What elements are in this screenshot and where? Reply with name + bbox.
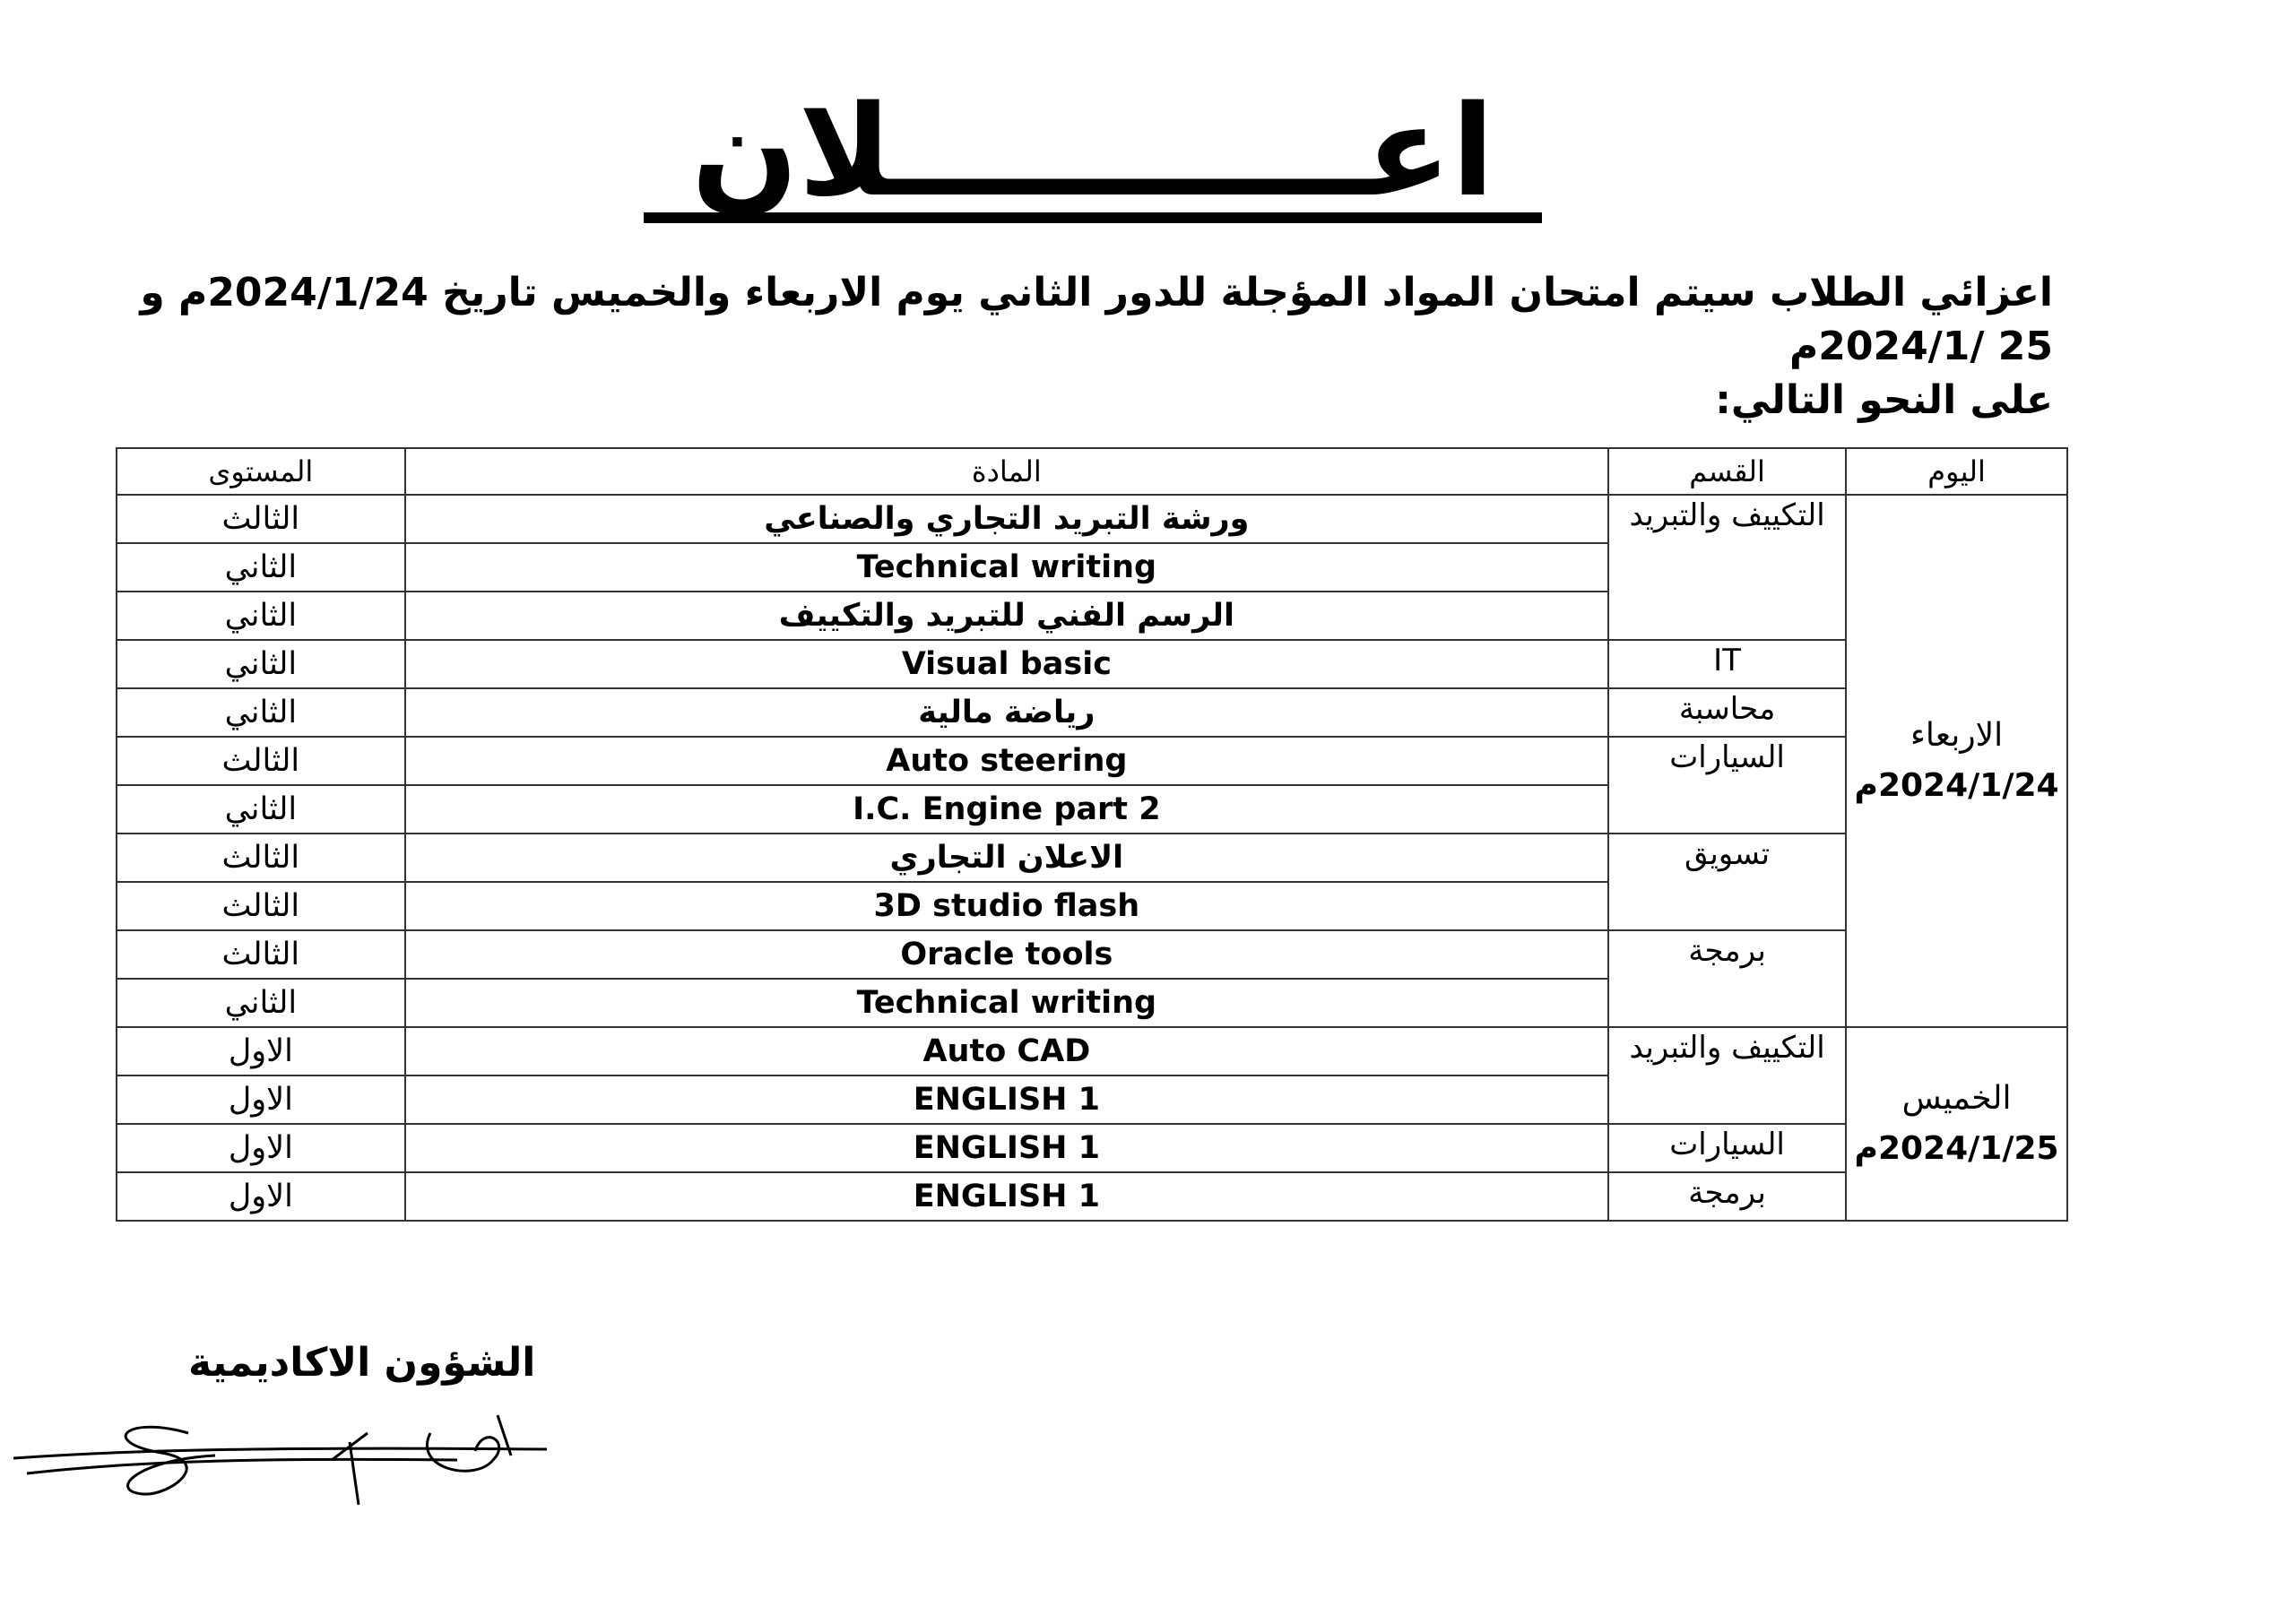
- subject-cell: ENGLISH 1: [405, 1124, 1608, 1172]
- document-body: [116, 79, 2068, 1514]
- dept-cell: IT: [1608, 640, 1846, 688]
- day-date: 2024/1/25م: [1854, 1130, 2059, 1167]
- exam-schedule-table: [116, 447, 2068, 1222]
- header-level: المستوى: [117, 448, 405, 495]
- subject-cell: Auto CAD: [405, 1027, 1608, 1075]
- header-dept: القسم: [1608, 448, 1846, 495]
- subject-cell: Technical writing: [405, 979, 1608, 1027]
- table-row: [117, 495, 2067, 543]
- table-row: [117, 930, 2067, 979]
- day-name: الخميس: [1901, 1080, 2012, 1117]
- table-row: [117, 737, 2067, 785]
- level-cell: الاول: [117, 1124, 405, 1172]
- level-cell: الثاني: [117, 979, 405, 1027]
- intro-line-1: اعزائي الطلاب سيتم امتحان المواد المؤجلة للدور الثاني يوم الاربعاء والخميس تاريخ 2024/1/24م و 25 /2024/1م: [140, 270, 2053, 369]
- day-cell: [1846, 495, 2067, 1027]
- table-row: [117, 688, 2067, 737]
- level-cell: الثاني: [117, 688, 405, 737]
- subject-cell: Oracle tools: [405, 930, 1608, 979]
- header-day: اليوم: [1846, 448, 2067, 495]
- intro-line-2: على النحو التالي:: [1715, 377, 2053, 423]
- dept-cell: السيارات: [1608, 1124, 1846, 1172]
- level-cell: الاول: [117, 1075, 405, 1124]
- subject-cell: الاعلان التجاري: [405, 834, 1608, 882]
- level-cell: الثاني: [117, 640, 405, 688]
- level-cell: الاول: [117, 1172, 405, 1221]
- dept-cell: برمجة: [1608, 1172, 1846, 1221]
- table-header-row: [117, 448, 2067, 495]
- level-cell: الثالث: [117, 882, 405, 930]
- dept-cell: السيارات: [1608, 737, 1846, 834]
- dept-cell: التكييف والتبريد: [1608, 495, 1846, 640]
- day-date: 2024/1/24م: [1854, 767, 2059, 804]
- level-cell: الثاني: [117, 543, 405, 592]
- dept-cell: محاسبة: [1608, 688, 1846, 737]
- subject-cell: الرسم الفني للتبريد والتكييف: [405, 592, 1608, 640]
- subject-cell: 3D studio flash: [405, 882, 1608, 930]
- intro-paragraph: [116, 266, 2068, 428]
- announcement-title: اعـــــــــــلان: [691, 79, 1494, 225]
- dept-cell: برمجة: [1608, 930, 1846, 1027]
- level-cell: الثالث: [117, 834, 405, 882]
- subject-cell: Auto steering: [405, 737, 1608, 785]
- table-row: [117, 1124, 2067, 1172]
- table-row: [117, 1027, 2067, 1075]
- level-cell: الاول: [117, 1027, 405, 1075]
- signature-label: الشؤون الاكاديمية: [188, 1340, 536, 1386]
- day-cell: [1846, 1027, 2067, 1221]
- subject-cell: رياضة مالية: [405, 688, 1608, 737]
- subject-cell: Technical writing: [405, 543, 1608, 592]
- subject-cell: Visual basic: [405, 640, 1608, 688]
- table-row: [117, 1172, 2067, 1221]
- table-row: [117, 640, 2067, 688]
- subject-cell: I.C. Engine part 2: [405, 785, 1608, 834]
- subject-cell: ENGLISH 1: [405, 1172, 1608, 1221]
- subject-cell: ورشة التبريد التجاري والصناعي: [405, 495, 1608, 543]
- level-cell: الثاني: [117, 592, 405, 640]
- table-row: [117, 834, 2067, 882]
- signature-icon: [9, 1397, 565, 1514]
- level-cell: الثاني: [117, 785, 405, 834]
- level-cell: الثالث: [117, 930, 405, 979]
- title-block: [537, 79, 1649, 225]
- level-cell: الثالث: [117, 495, 405, 543]
- dept-cell: تسويق: [1608, 834, 1846, 930]
- day-name: الاربعاء: [1910, 717, 2004, 754]
- level-cell: الثالث: [117, 737, 405, 785]
- header-subject: المادة: [405, 448, 1608, 495]
- dept-cell: التكييف والتبريد: [1608, 1027, 1846, 1124]
- subject-cell: ENGLISH 1: [405, 1075, 1608, 1124]
